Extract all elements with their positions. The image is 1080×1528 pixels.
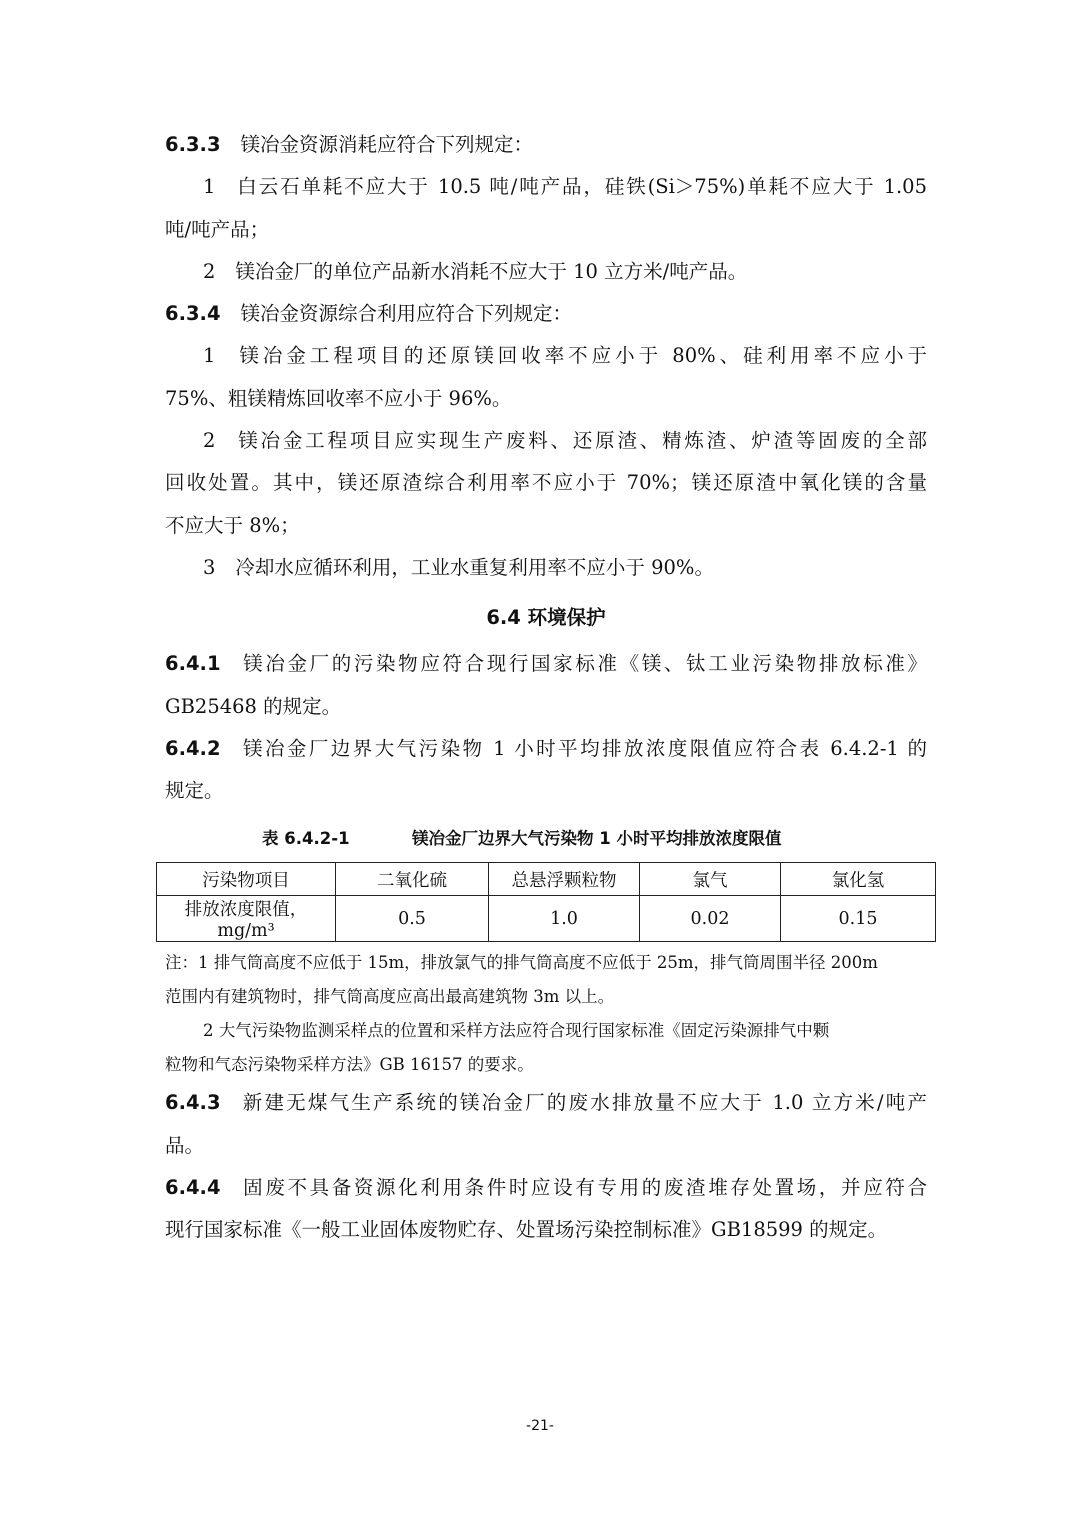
clause-6-3-4-item-3 bbox=[165, 547, 927, 589]
clause-6-3-4 bbox=[165, 293, 927, 335]
document-page bbox=[165, 124, 927, 1252]
item-text: 镁冶金工程项目的还原镁回收率不应小于 80%、硅利用率不应小于 bbox=[235, 344, 927, 368]
item-number: 1 bbox=[203, 344, 216, 368]
table-cell: 0.15 bbox=[781, 896, 936, 942]
clause-text: 新建无煤气生产系统的镁冶金厂的废水排放量不应大于 1.0 立方米/吨产 bbox=[240, 1091, 927, 1115]
clause-text: 固废不具备资源化利用条件时应设有专用的废渣堆存处置场，并应符合 bbox=[240, 1176, 927, 1200]
clause-text: 镁冶金厂的污染物应符合现行国家标准《镁、钛工业污染物排放标准》 bbox=[240, 652, 927, 676]
table-row-label: 排放浓度限值，mg/m³ bbox=[157, 896, 336, 942]
table-header-cell: 总悬浮颗粒物 bbox=[489, 863, 640, 896]
table-row bbox=[157, 896, 936, 942]
clause-6-4-1 bbox=[165, 643, 927, 685]
item-text: 镁冶金工程项目应实现生产废料、还原渣、精炼渣、炉渣等固废的全部 bbox=[235, 429, 927, 453]
clause-6-4-2-cont: 规定。 bbox=[165, 779, 224, 803]
clause-number: 6.4.1 bbox=[165, 652, 221, 676]
clause-6-4-3 bbox=[165, 1082, 927, 1124]
table-cell: 0.02 bbox=[640, 896, 781, 942]
clause-6-3-4-item-1 bbox=[165, 335, 927, 377]
item-text: 冷却水应循环利用，工业水重复利用率不应小于 90%。 bbox=[235, 555, 714, 579]
clause-number: 6.4.3 bbox=[165, 1091, 221, 1115]
table-cell: 1.0 bbox=[489, 896, 640, 942]
table-note-2: 2 大气污染物监测采样点的位置和采样方法应符合现行国家标准《固定污染源排气中颗 bbox=[203, 1021, 830, 1041]
table-header-row bbox=[157, 863, 936, 896]
clause-number: 6.4.4 bbox=[165, 1176, 221, 1200]
item-number: 2 bbox=[203, 429, 216, 453]
table-header-cell: 二氧化硫 bbox=[336, 863, 489, 896]
table-cell: 0.5 bbox=[336, 896, 489, 942]
clause-6-3-3-item-1 bbox=[165, 166, 927, 208]
table-caption bbox=[165, 828, 927, 850]
clause-6-3-4-item-2-cont2: 不应大于 8%； bbox=[165, 513, 300, 537]
clause-6-4-1-cont: GB25468 的规定。 bbox=[165, 694, 342, 718]
table-number: 表 6.4.2-1 bbox=[262, 829, 350, 849]
clause-number: 6.3.3 bbox=[165, 133, 221, 156]
clause-text: 镁冶金厂边界大气污染物 1 小时平均排放浓度限值应符合表 6.4.2-1 的 bbox=[240, 736, 927, 760]
table-header-cell: 氯化氢 bbox=[781, 863, 936, 896]
table-note-1-cont: 范围内有建筑物时，排气筒高度应高出最高建筑物 3m 以上。 bbox=[165, 987, 615, 1007]
page-number: -21- bbox=[526, 1418, 554, 1434]
clause-6-3-4-item-1-cont: 75%、粗镁精炼回收率不应小于 96%。 bbox=[165, 386, 512, 410]
item-text: 白云石单耗不应大于 10.5 吨/吨产品，硅铁(Si＞75%)单耗不应大于 1.05 bbox=[235, 175, 927, 199]
table-header-cell: 氯气 bbox=[640, 863, 781, 896]
emission-limits-table bbox=[156, 862, 936, 942]
clause-6-4-3-cont: 品。 bbox=[165, 1133, 205, 1157]
item-number: 1 bbox=[203, 175, 216, 199]
clause-number: 6.4.2 bbox=[165, 736, 221, 760]
clause-title: 镁冶金资源消耗应符合下列规定： bbox=[240, 133, 534, 156]
table-note-1: 注：1 排气筒高度不应低于 15m，排放氯气的排气筒高度不应低于 25m，排气筒周围半径 200m bbox=[165, 953, 878, 973]
clause-6-4-4-cont: 现行国家标准《一般工业固体废物贮存、处置场污染控制标准》GB18599 的规定。 bbox=[165, 1218, 888, 1242]
clause-6-3-4-item-2 bbox=[165, 420, 927, 462]
table-title: 镁冶金厂边界大气污染物 1 小时平均排放浓度限值 bbox=[412, 829, 782, 849]
clause-6-3-4-item-2-cont: 回收处置。其中，镁还原渣综合利用率不应小于 70%；镁还原渣中氧化镁的含量 bbox=[165, 471, 927, 495]
item-number: 3 bbox=[203, 555, 216, 579]
clause-6-4-4 bbox=[165, 1167, 927, 1209]
table-header-cell: 污染物项目 bbox=[157, 863, 336, 896]
item-text: 镁冶金厂的单位产品新水消耗不应大于 10 立方米/吨产品。 bbox=[235, 259, 748, 283]
clause-6-4-2 bbox=[165, 728, 927, 770]
clause-title: 镁冶金资源综合利用应符合下列规定： bbox=[240, 302, 573, 326]
section-heading: 6.4 环境保护 bbox=[486, 606, 606, 630]
clause-6-3-3 bbox=[165, 124, 927, 166]
table-note-2-cont: 粒物和气态污染物采样方法》GB 16157 的要求。 bbox=[165, 1055, 534, 1075]
item-number: 2 bbox=[203, 259, 216, 283]
clause-6-3-3-item-1-cont: 吨/吨产品； bbox=[165, 217, 270, 241]
clause-6-3-3-item-2 bbox=[165, 251, 927, 293]
clause-number: 6.3.4 bbox=[165, 302, 221, 326]
